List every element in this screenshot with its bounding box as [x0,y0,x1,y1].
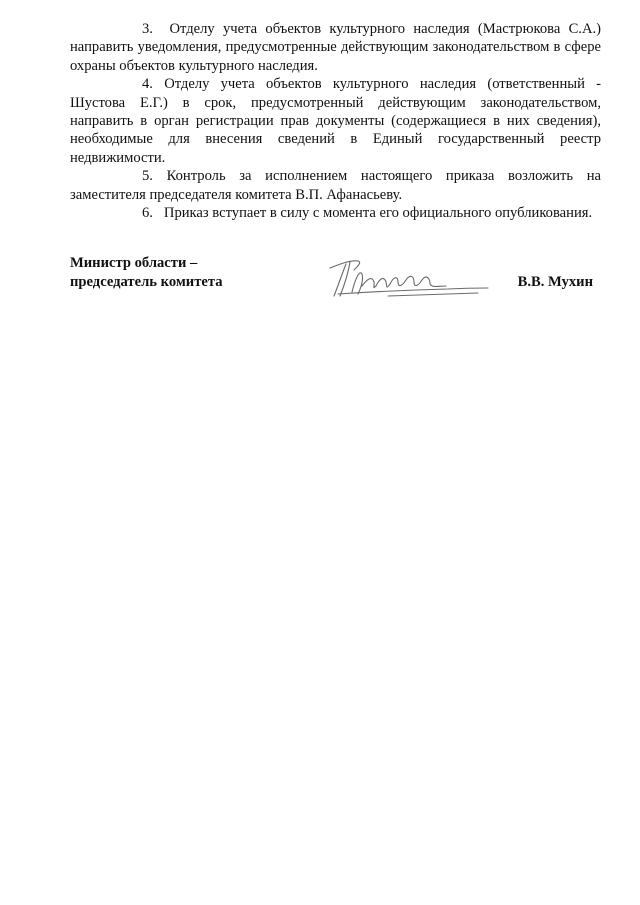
paragraph-6 [70,204,601,222]
paragraph-text: Отделу учета объектов культурного наследия (ответственный - Шустова Е.Г.) в срок, предусмотренный действующим законодательством, направить в орган регистрации прав документы (содержащиеся в них сведения), необходимые для внесения сведений в Единый государственный реестр недвижимости. [70,76,601,166]
signatory-title-line-2: председатель комитета [70,274,223,290]
paragraph-text: Контроль за исполнением настоящего приказа возложить на заместителя председателя комитета В.П. Афанасьеву. [70,168,601,203]
signature-block [70,254,601,314]
paragraph-text: Приказ вступает в силу с момента его официального опубликования. [163,205,593,222]
paragraph-number: 4. [142,76,153,93]
paragraph-number: 3. [142,21,153,37]
signatory-title [70,254,223,292]
paragraph-3 [70,20,601,75]
paragraph-5 [70,167,601,204]
signatory-title-line-1: Министр области – [70,255,198,271]
paragraph-number: 5. [142,168,153,185]
signatory-name: В.В. Мухин [517,274,593,290]
paragraph-4 [70,75,601,167]
handwritten-signature [328,256,498,300]
paragraph-number: 6. [142,205,153,222]
paragraph-text: Отделу учета объектов культурного наследия (Мастрюкова С.А.) направить уведомления, предусмотренные действующим законодательством в сфере охраны объектов культурного наследия. [70,21,602,74]
order-body [70,20,601,222]
